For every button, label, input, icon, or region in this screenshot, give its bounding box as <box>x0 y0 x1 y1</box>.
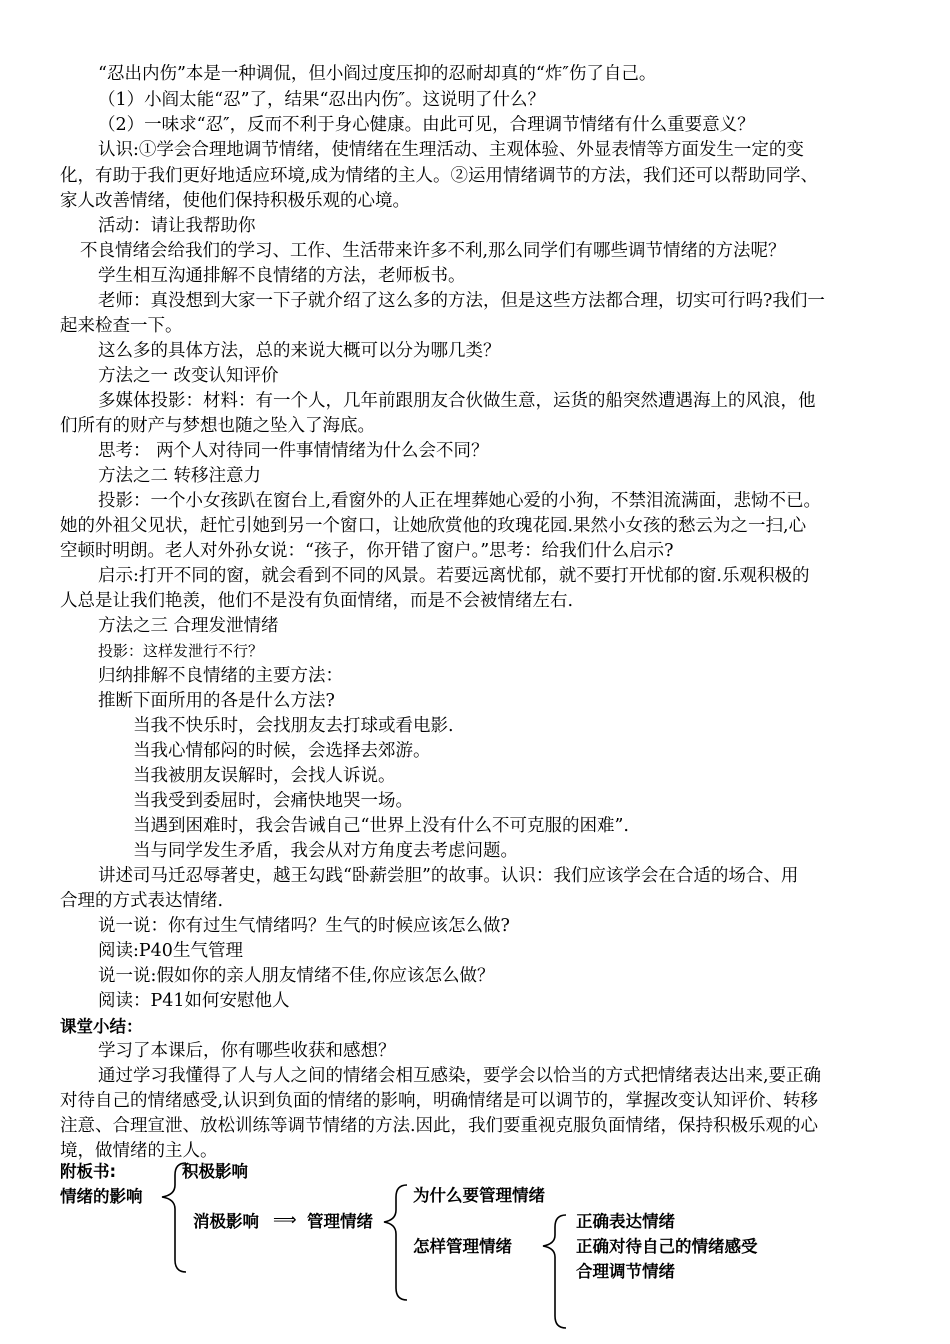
paragraph-line: 多媒体投影：材料：有一个人，几年前跟朋友合伙做生意，运货的船突然遭遇海上的风浪，他 <box>98 391 816 411</box>
board-how-item: 正确对待自己的情绪感受 <box>576 1237 758 1256</box>
paragraph-line: 认识:①学会合理地调节情绪，使情绪在生理活动、主观体验、外显表情等方面发生一定的变 <box>98 140 804 160</box>
paragraph-line: 们所有的财产与梦想也随之坠入了海底。 <box>60 416 375 436</box>
paragraph-line: 通过学习我懂得了人与人之间的情绪会相互感染，要学会以恰当的方式把情绪表达出来,要正确 <box>98 1066 822 1086</box>
paragraph-line: 说一说:假如你的亲人朋友情绪不佳,你应该怎么做？ <box>98 966 495 986</box>
board-why: 为什么要管理情绪 <box>413 1186 545 1205</box>
paragraph-line: 阅读：P41如何安慰他人 <box>98 991 290 1011</box>
paragraph-line: 她的外祖父见状，赶忙引她到另一个窗口，让她欣赏他的玫瑰花园.果然小女孩的愁云为之一扫,心 <box>60 516 807 536</box>
section-heading: 课堂小结： <box>60 1017 143 1036</box>
paragraph-line: 学习了本课后，你有哪些收获和感想？ <box>98 1041 396 1061</box>
paragraph-line: 境，做情绪的主人。 <box>60 1141 218 1161</box>
method-heading: 方法之三 合理发泄情绪 <box>98 616 279 636</box>
board-title: 附板书: <box>60 1162 117 1181</box>
paragraph-line: 人总是让我们艳羡，他们不是没有负面情绪，而是不会被情绪左右. <box>60 591 574 611</box>
paragraph-line: 合理的方式表达情绪. <box>60 891 224 911</box>
paragraph-line: 家人改善情绪，使他们保持积极乐观的心境。 <box>60 191 410 211</box>
board-how-item: 正确表达情绪 <box>576 1212 675 1231</box>
paragraph-line: 空顿时明朗。老人对外孙女说：“孩子，你开错了窗户。”思考：给我们什么启示? <box>60 541 674 561</box>
paragraph-line: 起来检查一下。 <box>60 316 183 336</box>
paragraph-line: 归纳排解不良情绪的主要方法： <box>98 666 343 686</box>
paragraph-line: “忍出内伤”本是一种调侃，但小阎过度压抑的忍耐却真的“炸″伤了自己。 <box>98 64 657 84</box>
board-how: 怎样管理情绪 <box>413 1237 512 1256</box>
paragraph-line: 阅读:P40生气管理 <box>98 941 243 961</box>
board-how-item: 合理调节情绪 <box>576 1262 675 1281</box>
board-positive: 积极影响 <box>182 1162 248 1181</box>
board-root: 情绪的影响 <box>60 1187 143 1206</box>
board-negative: 消极影响 <box>193 1212 259 1231</box>
paragraph-line: 启示:打开不同的窗，就会看到不同的风景。若要远离忧郁，就不要打开忧郁的窗.乐观积极的 <box>98 566 810 586</box>
example-line: 当我心情郁闷的时候，会选择去郊游。 <box>133 741 431 761</box>
board-manage: 管理情绪 <box>307 1212 373 1231</box>
paragraph-line: 投影：这样发泄行不行？ <box>98 642 264 660</box>
paragraph-line: 说一说：你有过生气情绪吗？生气的时候应该怎么做? <box>98 916 510 936</box>
double-arrow-icon: ⟹ <box>273 1210 297 1229</box>
question-line: （1）小阎太能“忍”了，结果“忍出内伤″。这说明了什么？ <box>98 90 546 110</box>
paragraph-line: 对待自己的情绪感受,认识到负面的情绪的影响，明确情绪是可以调节的，掌握改变认知评价、转移 <box>60 1091 819 1111</box>
paragraph-line: 化，有助于我们更好地适应环境,成为情绪的主人。②运用情绪调节的方法，我们还可以帮助同学、 <box>60 166 819 186</box>
paragraph-line: 这么多的具体方法，总的来说大概可以分为哪几类？ <box>98 341 501 361</box>
paragraph-line: 讲述司马迁忍辱著史，越王勾践“卧薪尝胆”的故事。认识：我们应该学会在合适的场合、用 <box>98 866 799 886</box>
paragraph-line: 学生相互沟通排解不良情绪的方法，老师板书。 <box>98 266 466 286</box>
paragraph-line: 推断下面所用的各是什么方法? <box>98 691 335 711</box>
example-line: 当与同学发生矛盾，我会从对方角度去考虑问题。 <box>133 841 518 861</box>
example-line: 当我受到委屈时，会痛快地哭一场。 <box>133 791 413 811</box>
example-line: 当我被朋友误解时，会找人诉说。 <box>133 766 396 786</box>
method-heading: 方法之二 转移注意力 <box>98 466 262 486</box>
question-line: （2）一味求“忍″，反而不利于身心健康。由此可见，合理调节情绪有什么重要意义？ <box>98 115 755 135</box>
example-line: 当遇到困难时，我会告诫自己“世界上没有什么不可克服的困难”. <box>133 816 629 836</box>
example-line: 当我不快乐时，会找朋友去打球或看电影. <box>133 716 454 736</box>
method-heading: 方法之一 改变认知评价 <box>98 366 279 386</box>
activity-heading: 活动：请让我帮助你 <box>98 216 256 236</box>
paragraph-line: 注意、合理宣泄、放松训练等调节情绪的方法.因此，我们要重视克服负面情绪，保持积极乐观的心 <box>60 1116 819 1136</box>
paragraph-line: 老师：真没想到大家一下子就介绍了这么多的方法，但是这些方法都合理，切实可行吗?我们一 <box>98 291 825 311</box>
paragraph-line: 思考： 两个人对待同一件事情情绪为什么会不同？ <box>98 441 489 461</box>
paragraph-line: 不良情绪会给我们的学习、工作、生活带来许多不利,那么同学们有哪些调节情绪的方法呢？ <box>80 241 786 261</box>
paragraph-line: 投影：一个小女孩趴在窗台上,看窗外的人正在埋葬她心爱的小狗，不禁泪流满面，悲恸不已。 <box>98 491 822 511</box>
